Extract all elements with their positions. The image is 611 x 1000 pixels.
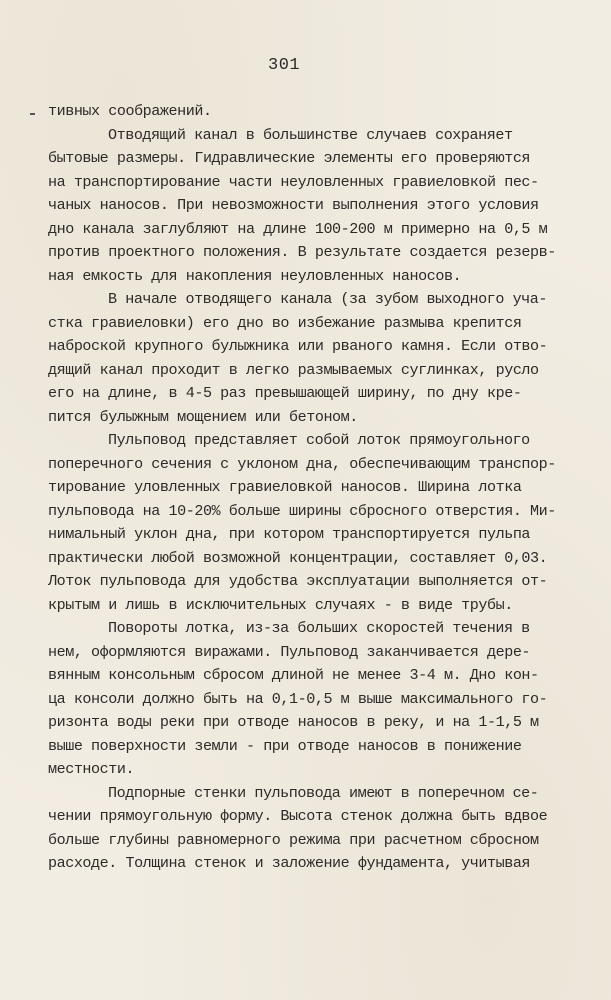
text-line: на транспортирование части неуловленных гравиеловкой пес- bbox=[48, 172, 539, 191]
text-line: чаных наносов. При невозможности выполнения этого условия bbox=[48, 196, 539, 214]
text-line: практически любой возможной концентрации, составляет 0,03. bbox=[48, 548, 548, 567]
text-line: поперечного сечения с уклоном дна, обеспечивающим транспор- bbox=[48, 454, 556, 473]
text-line: расходе. Толщина стенок и заложение фундамента, учитывая bbox=[48, 854, 531, 872]
text-line: его на длине, в 4-5 раз превышающей ширину, по дну кре- bbox=[48, 384, 522, 402]
text-line: Пульповод представляет собой лоток прямоугольного bbox=[108, 431, 530, 449]
text-line: Отводящий канал в большинстве случаев сохраняет bbox=[108, 125, 513, 144]
text-line: пится булыжным мощением или бетоном. bbox=[48, 407, 358, 426]
text-line: дящий канал проходит в легко размываемых суглинках, русло bbox=[48, 360, 539, 379]
text-line: ризонта воды реки при отводе наносов в реку, и на 1-1,5 м bbox=[48, 713, 539, 731]
text-line: Лоток пульповода для удобства эксплуатации выполняется от- bbox=[48, 572, 548, 590]
text-line: ная емкость для накопления неуловленных наносов. bbox=[48, 266, 462, 285]
text-line: крытым и лишь в исключительных случаях - в виде трубы. bbox=[48, 595, 513, 614]
text-line: В начале отводящего канала (за зубом выходного уча- bbox=[108, 290, 547, 308]
margin-mark bbox=[30, 113, 35, 115]
text-line: Повороты лотка, из-за больших скоростей течения в bbox=[108, 619, 530, 637]
text-line: выше поверхности земли - при отводе наносов в понижение bbox=[48, 736, 522, 755]
text-line: вянным консольным сбросом длиной не менее 3-4 м. Дно кон- bbox=[48, 666, 539, 684]
text-line: бытовые размеры. Гидравлические элементы его проверяются bbox=[48, 149, 531, 167]
text-line: нем, оформляются виражами. Пульповод заканчивается дере- bbox=[48, 642, 531, 661]
text-line: тивных соображений. bbox=[48, 102, 212, 120]
text-line: чении прямоугольную форму. Высота стенок должна быть вдвое bbox=[48, 807, 548, 825]
text-line: стка гравиеловки) его дно во избежание размыва крепится bbox=[48, 313, 522, 332]
text-line: нимальный уклон дна, при котором транспортируется пульпа bbox=[48, 525, 531, 543]
text-line: наброской крупного булыжника или рваного камня. Если отво- bbox=[48, 337, 548, 355]
text-line: тирование уловленных гравиеловкой наносов. Ширина лотка bbox=[48, 478, 522, 496]
text-line: больше глубины равномерного режима при расчетном сбросном bbox=[48, 830, 539, 849]
text-line: против проектного положения. В результате создается резерв- bbox=[48, 243, 556, 261]
text-line: пульповода на 10-20% больше ширины сбросного отверстия. Ми- bbox=[48, 501, 556, 520]
text-line: ца консоли должно быть на 0,1-0,5 м выше максимального го- bbox=[48, 689, 548, 708]
text-line: местности. bbox=[48, 760, 135, 778]
page-number: 301 bbox=[268, 56, 301, 75]
text-line: Подпорные стенки пульповода имеют в поперечном се- bbox=[108, 783, 539, 802]
text-line: дно канала заглубляют на длине 100-200 м примерно на 0,5 м bbox=[48, 219, 548, 238]
